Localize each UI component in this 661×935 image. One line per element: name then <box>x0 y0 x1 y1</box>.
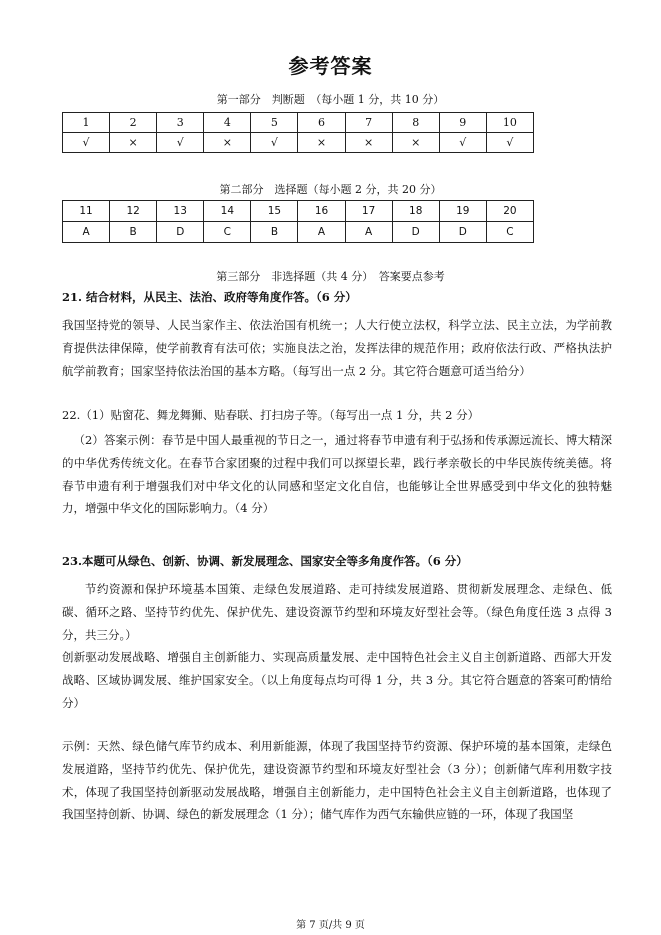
table-cell: 9 <box>439 113 486 133</box>
table-cell: D <box>157 222 204 243</box>
part2-answer-table <box>62 200 534 243</box>
table-cell: A <box>63 222 110 243</box>
table-cell: 13 <box>157 201 204 222</box>
table-cell: √ <box>63 133 110 153</box>
table-cell: B <box>251 222 298 243</box>
table-cell: × <box>204 133 251 153</box>
table-cell: √ <box>486 133 533 153</box>
q22-part1: 22.（1）贴窗花、舞龙舞狮、贴春联、打扫房子等。（每写出一点 1 分，共 2 分） <box>62 408 480 422</box>
table-cell: × <box>345 133 392 153</box>
table-cell: A <box>345 222 392 243</box>
table-cell: C <box>204 222 251 243</box>
table-cell: 20 <box>486 201 533 222</box>
table-cell: 16 <box>298 201 345 222</box>
table-cell: 10 <box>486 113 533 133</box>
table-cell: × <box>298 133 345 153</box>
table-cell: 4 <box>204 113 251 133</box>
table-cell: A <box>298 222 345 243</box>
table-cell: 15 <box>251 201 298 222</box>
page-footer: 第 7 页/共 9 页 <box>296 920 365 931</box>
table-cell: D <box>392 222 439 243</box>
q23-innovation-paragraph: 创新驱动发展战略、增强自主创新能力、实现高质量发展、走中国特色社会主义自主创新道路、西部大开发战略、区域协调发展、维护国家安全。（以上角度每点均可得 1 分，共 3 分。其它符合题意的答案可酌情给分） <box>62 650 612 710</box>
table-cell: 8 <box>392 113 439 133</box>
table-cell: C <box>486 222 533 243</box>
table-cell: 3 <box>157 113 204 133</box>
table-cell: 18 <box>392 201 439 222</box>
table-cell: 5 <box>251 113 298 133</box>
table-cell: √ <box>439 133 486 153</box>
table-cell: B <box>110 222 157 243</box>
table-cell: 2 <box>110 113 157 133</box>
table-cell: 6 <box>298 113 345 133</box>
table-cell: 12 <box>110 201 157 222</box>
q23-example: 示例：天然、绿色储气库节约成本、利用新能源，体现了我国坚持节约资源、保护环境的基本国策，走绿色发展道路，坚持节约优先、保护优先，建设资源节约型和环境友好型社会（3 分）；创新储气库利用数字技术，体现了我国坚持创新驱动发展战略，增强自主创新能力，走中国特色社会主义自主创新道路，也体现了我国坚持创新、协调、绿色的新发展理念（1 分）；储气库作为西气东输供应链的一环，体现了我国坚 <box>62 739 612 822</box>
part2-heading: 第二部分 选择题（每小题 2 分，共 20 分） <box>219 183 442 196</box>
table-cell: √ <box>251 133 298 153</box>
table-cell: × <box>392 133 439 153</box>
q21-heading: 21. 结合材料，从民主、法治、政府等角度作答。（6 分） <box>62 290 357 304</box>
part3-heading: 第三部分 非选择题（共 4 分） 答案要点参考 <box>216 270 445 283</box>
q21-answer: 我国坚持党的领导、人民当家作主、依法治国有机统一；人大行使立法权，科学立法、民主立法，为学前教育提供法律保障，使学前教育有法可依；实施良法之治，发挥法律的规范作用；政府依法行政、严格执法护航学前教育；国家坚持依法治国的基本方略。（每写出一点 2 分。其它符合题意可适当给分） <box>62 318 612 378</box>
q23-green-paragraph: 节约资源和保护环境基本国策、走绿色发展道路、走可持续发展道路、贯彻新发展理念、走绿色、低碳、循环之路、坚持节约优先、保护优先、建设资源节约型和环境友好型社会等。（绿色角度任选 3 点得 3 分，共三分。） <box>62 582 612 642</box>
page-title: 参考答案 <box>288 54 373 78</box>
table-cell: 19 <box>439 201 486 222</box>
table-cell: D <box>439 222 486 243</box>
table-cell: × <box>110 133 157 153</box>
table-cell: 17 <box>345 201 392 222</box>
table-cell: √ <box>157 133 204 153</box>
q23-heading: 23.本题可从绿色、创新、协调、新发展理念、国家安全等多角度作答。（6 分） <box>62 554 468 568</box>
table-cell: 14 <box>204 201 251 222</box>
table-cell: 1 <box>63 113 110 133</box>
table-cell: 7 <box>345 113 392 133</box>
q22-part2: （2）答案示例：春节是中国人最重视的节日之一，通过将春节申遗有利于弘扬和传承源远流长、博大精深的中华优秀传统文化。在春节合家团聚的过程中我们可以探望长辈，践行孝亲敬长的中华民族传统美德。将春节申遗有利于增强我们对中华文化的认同感和坚定文化自信，也能够让全世界感受到中华文化的独特魅力，增强中华文化的国际影响力。（4 分） <box>62 433 612 516</box>
part1-heading: 第一部分 判断题 （每小题 1 分，共 10 分） <box>216 93 445 106</box>
part1-answer-table <box>62 112 534 153</box>
table-cell: 11 <box>63 201 110 222</box>
